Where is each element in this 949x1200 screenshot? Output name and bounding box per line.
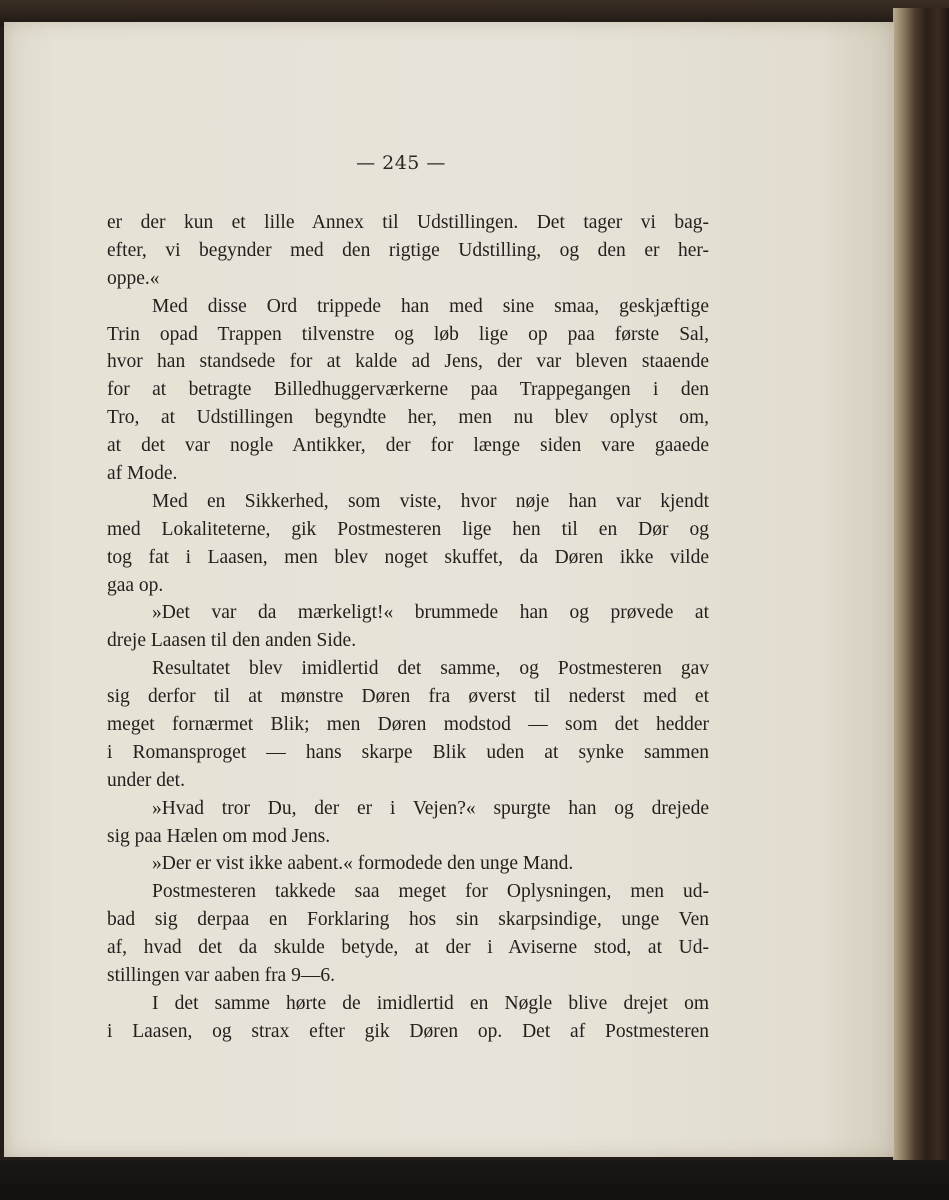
text-line: Med disse Ord trippede han med sine smaa, geskjæftige <box>152 295 709 317</box>
text-line: »Det var da mærkeligt!« brummede han og prøvede at <box>152 602 709 624</box>
text-line: Postmesteren takkede saa meget for Oplysningen, men ud- <box>152 881 709 903</box>
text-line: efter, vi begynder med den rigtige Udstilling, og den er her- <box>107 239 709 261</box>
text-line: bad sig derpaa en Forklaring hos sin skarpsindige, unge Ven <box>107 909 709 931</box>
text-line: under det. <box>107 769 185 791</box>
text-line: stillingen var aaben fra 9—6. <box>107 965 335 987</box>
text-line: meget fornærmet Blik; men Døren modstod — som det hedder <box>107 714 709 736</box>
text-line: oppe.« <box>107 267 160 289</box>
text-line: gaa op. <box>107 574 164 596</box>
text-line: af Mode. <box>107 463 178 485</box>
text-line: er der kun et lille Annex til Udstillingen. Det tager vi bag- <box>107 212 709 233</box>
text-line: dreje Laasen til den anden Side. <box>107 630 357 652</box>
text-line: i Laasen, og strax efter gik Døren op. Det af Postmesteren <box>107 1020 709 1042</box>
text-line: I det samme hørte de imidlertid en Nøgle blive drejet om <box>152 992 709 1014</box>
text-line: Resultatet blev imidlertid det samme, og Postmesteren gav <box>152 658 709 680</box>
scan-background-bottom <box>0 1160 949 1200</box>
text-line: Med en Sikkerhed, som viste, hvor nøje han var kjendt <box>152 490 709 512</box>
text-line: »Hvad tror Du, der er i Vejen?« spurgte han og drejede <box>152 797 709 819</box>
text-line: sig derfor til at mønstre Døren fra øverst til nederst med et <box>107 686 709 708</box>
text-line: for at betragte Billedhuggerværkerne paa Trappegangen i den <box>107 379 709 401</box>
text-line: hvor han standsede for at kalde ad Jens, der var bleven staaende <box>107 351 709 373</box>
text-line: at det var nogle Antikker, der for længe siden vare gaaede <box>107 435 709 457</box>
text-line: tog fat i Laasen, men blev noget skuffet, da Døren ikke vilde <box>107 546 709 568</box>
text-line: sig paa Hælen om mod Jens. <box>107 825 331 847</box>
text-line: Trin opad Trappen tilvenstre og løb lige op paa første Sal, <box>107 323 709 345</box>
text-line: med Lokaliteterne, gik Postmesteren lige hen til en Dør og <box>107 518 709 540</box>
text-line: »Der er vist ikke aabent.« formodede den unge Mand. <box>152 853 574 875</box>
text-line: i Romansproget — hans skarpe Blik uden at synke sammen <box>107 741 709 763</box>
book-cover-edge <box>893 8 949 1160</box>
page-number: — 245 — <box>356 152 446 174</box>
text-line: af, hvad det da skulde betyde, at der i Aviserne stod, at Ud- <box>107 937 709 959</box>
book-page <box>4 22 894 1157</box>
body-text <box>107 209 709 1046</box>
text-line: Tro, at Udstillingen begyndte her, men nu blev oplyst om, <box>107 407 709 429</box>
